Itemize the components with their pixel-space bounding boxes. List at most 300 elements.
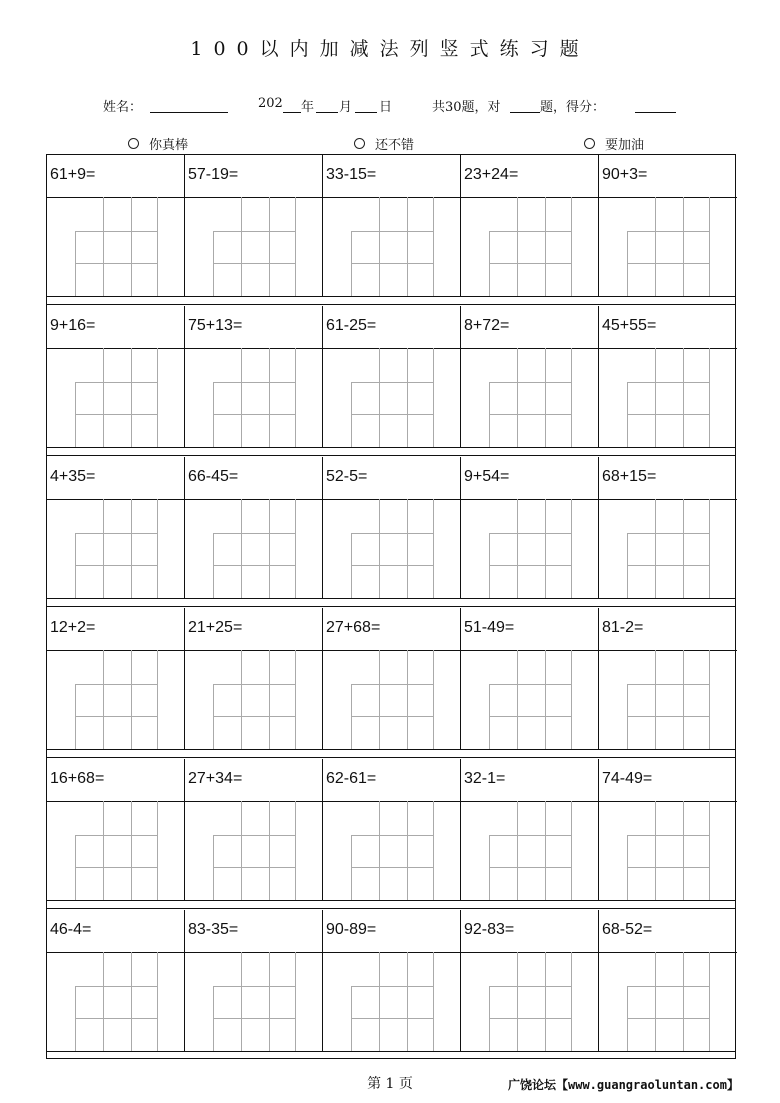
- grid-line: [379, 952, 380, 1051]
- grid-line: [655, 801, 656, 900]
- grid-line: [407, 801, 408, 900]
- score-label: 题，得分：: [540, 100, 606, 115]
- grid-line: [351, 986, 433, 987]
- block-divider: [47, 900, 735, 901]
- problem-underline: [47, 952, 185, 953]
- rating-option-3[interactable]: [584, 134, 644, 153]
- grid-line: [75, 684, 157, 685]
- problem-underline: [185, 801, 323, 802]
- grid-line: [709, 197, 710, 296]
- grid-line: [517, 197, 518, 296]
- grid-line: [379, 650, 380, 749]
- grid-line: [627, 414, 709, 415]
- grid-line: [627, 1018, 709, 1019]
- column-divider: [598, 910, 599, 1051]
- month-label: 月: [339, 100, 353, 115]
- grid-line: [213, 835, 295, 836]
- problem-text: 32-1=: [464, 770, 506, 787]
- grid-line: [517, 499, 518, 598]
- grid-line: [213, 382, 295, 383]
- grid-line: [75, 263, 157, 264]
- grid-line: [131, 650, 132, 749]
- problem-cell: [323, 910, 461, 1051]
- column-divider: [322, 759, 323, 900]
- grid-line: [433, 499, 434, 598]
- grid-line: [103, 952, 104, 1051]
- grid-line: [571, 197, 572, 296]
- grid-line: [269, 801, 270, 900]
- problem-cell: [461, 608, 599, 749]
- day-label: 日: [379, 100, 393, 115]
- rating-option-2[interactable]: [354, 134, 414, 153]
- problem-underline: [323, 348, 461, 349]
- grid-line: [213, 565, 295, 566]
- column-divider: [598, 457, 599, 598]
- grid-line: [709, 499, 710, 598]
- problem-text: 21+25=: [188, 619, 243, 636]
- column-divider: [598, 608, 599, 749]
- grid-line: [489, 565, 571, 566]
- problem-text: 92-83=: [464, 921, 515, 938]
- grid-line: [75, 533, 157, 534]
- problem-underline: [47, 801, 185, 802]
- grid-line: [571, 650, 572, 749]
- grid-line: [489, 231, 571, 232]
- radio-circle-icon[interactable]: [354, 138, 365, 149]
- grid-line: [131, 499, 132, 598]
- grid-line: [241, 650, 242, 749]
- grid-line: [545, 650, 546, 749]
- site-watermark: 广饶论坛【www.guangraoluntan.com】: [508, 1078, 739, 1092]
- problem-text: 81-2=: [602, 619, 644, 636]
- grid-line: [709, 801, 710, 900]
- column-divider: [598, 155, 599, 296]
- problem-cell: [599, 910, 737, 1051]
- problem-cell: [461, 910, 599, 1051]
- grid-line: [655, 348, 656, 447]
- grid-line: [571, 499, 572, 598]
- grid-line: [489, 263, 571, 264]
- grid-line: [627, 565, 709, 566]
- column-divider: [460, 608, 461, 749]
- grid-line: [489, 716, 571, 717]
- problem-cell: [47, 608, 185, 749]
- block-divider: [47, 447, 735, 448]
- problem-text: 61-25=: [326, 317, 377, 334]
- grid-line: [351, 231, 433, 232]
- column-divider: [598, 306, 599, 447]
- problem-underline: [599, 348, 737, 349]
- grid-line: [709, 348, 710, 447]
- grid-line: [407, 650, 408, 749]
- grid-line: [517, 348, 518, 447]
- grid-line: [213, 263, 295, 264]
- grid-line: [213, 1018, 295, 1019]
- total-label: 共30题，对: [432, 100, 501, 115]
- grid-line: [517, 650, 518, 749]
- year-prefix: 202: [258, 96, 283, 111]
- problem-underline: [599, 952, 737, 953]
- problem-cell: [461, 306, 599, 447]
- problem-text: 16+68=: [50, 770, 105, 787]
- grid-line: [241, 952, 242, 1051]
- grid-line: [103, 499, 104, 598]
- grid-line: [157, 348, 158, 447]
- grid-line: [351, 263, 433, 264]
- problem-underline: [599, 801, 737, 802]
- grid-line: [75, 1018, 157, 1019]
- grid-line: [627, 716, 709, 717]
- grid-line: [75, 565, 157, 566]
- grid-line: [103, 348, 104, 447]
- grid-line: [627, 867, 709, 868]
- problem-cell: [185, 608, 323, 749]
- grid-line: [379, 348, 380, 447]
- column-divider: [184, 608, 185, 749]
- grid-line: [407, 499, 408, 598]
- grid-line: [269, 348, 270, 447]
- column-divider: [322, 155, 323, 296]
- page-title: 100以内加减法列竖式练习题: [190, 38, 590, 60]
- grid-line: [627, 231, 709, 232]
- grid-line: [627, 835, 709, 836]
- problem-underline: [599, 197, 737, 198]
- grid-line: [213, 533, 295, 534]
- problem-underline: [323, 499, 461, 500]
- grid-line: [489, 835, 571, 836]
- grid-line: [213, 231, 295, 232]
- rating-option-1[interactable]: [128, 134, 188, 153]
- problem-underline: [461, 348, 599, 349]
- grid-line: [295, 650, 296, 749]
- grid-line: [545, 348, 546, 447]
- grid-line: [241, 197, 242, 296]
- grid-line: [131, 197, 132, 296]
- year-field[interactable]: [283, 112, 301, 113]
- problem-text: 4+35=: [50, 468, 96, 485]
- grid-line: [683, 348, 684, 447]
- grid-line: [379, 197, 380, 296]
- block-divider: [47, 304, 735, 305]
- problem-text: 27+34=: [188, 770, 243, 787]
- block-divider: [47, 296, 735, 297]
- problem-text: 61+9=: [50, 166, 96, 183]
- grid-line: [627, 382, 709, 383]
- problem-cell: [323, 759, 461, 900]
- grid-line: [545, 499, 546, 598]
- problem-underline: [461, 952, 599, 953]
- block-divider: [47, 1051, 735, 1052]
- grid-line: [295, 348, 296, 447]
- grid-line: [433, 650, 434, 749]
- grid-line: [489, 1018, 571, 1019]
- column-divider: [460, 306, 461, 447]
- problem-text: 8+72=: [464, 317, 510, 334]
- grid-line: [75, 414, 157, 415]
- problem-text: 90-89=: [326, 921, 377, 938]
- problem-underline: [47, 650, 185, 651]
- grid-line: [131, 801, 132, 900]
- problem-cell: [323, 457, 461, 598]
- grid-line: [351, 565, 433, 566]
- problem-cell: [47, 759, 185, 900]
- grid-line: [295, 499, 296, 598]
- problem-cell: [323, 306, 461, 447]
- problem-text: 83-35=: [188, 921, 239, 938]
- grid-line: [683, 499, 684, 598]
- problem-text: 62-61=: [326, 770, 377, 787]
- problem-cell: [599, 608, 737, 749]
- problem-text: 51-49=: [464, 619, 515, 636]
- name-label: 姓名：: [103, 100, 143, 115]
- grid-line: [627, 263, 709, 264]
- grid-line: [213, 867, 295, 868]
- problem-text: 68+15=: [602, 468, 657, 485]
- grid-line: [103, 801, 104, 900]
- block-divider: [47, 749, 735, 750]
- problem-text: 75+13=: [188, 317, 243, 334]
- grid-line: [157, 499, 158, 598]
- grid-line: [241, 348, 242, 447]
- grid-line: [351, 684, 433, 685]
- problem-cell: [47, 155, 185, 296]
- problem-underline: [323, 197, 461, 198]
- grid-line: [269, 952, 270, 1051]
- column-divider: [184, 155, 185, 296]
- problem-cell: [461, 155, 599, 296]
- grid-line: [433, 348, 434, 447]
- problem-cell: [47, 457, 185, 598]
- radio-circle-icon[interactable]: [584, 138, 595, 149]
- column-divider: [184, 910, 185, 1051]
- problem-cell: [323, 155, 461, 296]
- problem-text: 52-5=: [326, 468, 368, 485]
- grid-line: [213, 414, 295, 415]
- grid-line: [683, 197, 684, 296]
- grid-line: [571, 952, 572, 1051]
- column-divider: [460, 155, 461, 296]
- grid-line: [489, 533, 571, 534]
- grid-line: [241, 801, 242, 900]
- grid-line: [627, 533, 709, 534]
- problem-cell: [599, 457, 737, 598]
- problem-underline: [47, 348, 185, 349]
- year-label: 年: [301, 100, 315, 115]
- grid-line: [545, 801, 546, 900]
- grid-line: [75, 835, 157, 836]
- problem-cell: [599, 155, 737, 296]
- grid-line: [489, 414, 571, 415]
- problem-underline: [461, 650, 599, 651]
- problem-text: 57-19=: [188, 166, 239, 183]
- grid-line: [571, 348, 572, 447]
- rating-label: 你真棒: [149, 138, 189, 153]
- name-field[interactable]: [150, 112, 228, 113]
- grid-line: [213, 716, 295, 717]
- grid-line: [709, 650, 710, 749]
- grid-line: [213, 684, 295, 685]
- grid-line: [517, 801, 518, 900]
- grid-line: [351, 867, 433, 868]
- problem-text: 12+2=: [50, 619, 96, 636]
- problem-underline: [185, 650, 323, 651]
- page-number: 第 1 页: [367, 1076, 413, 1092]
- problem-underline: [185, 499, 323, 500]
- problem-cell: [185, 457, 323, 598]
- grid-line: [433, 197, 434, 296]
- grid-line: [269, 650, 270, 749]
- grid-line: [351, 414, 433, 415]
- column-divider: [184, 759, 185, 900]
- grid-line: [489, 382, 571, 383]
- problem-cell: [599, 306, 737, 447]
- grid-line: [545, 952, 546, 1051]
- problem-cell: [461, 759, 599, 900]
- grid-line: [655, 650, 656, 749]
- grid-line: [213, 986, 295, 987]
- grid-line: [407, 952, 408, 1051]
- problem-text: 90+3=: [602, 166, 648, 183]
- problem-underline: [323, 801, 461, 802]
- grid-line: [407, 197, 408, 296]
- month-field[interactable]: [316, 112, 338, 113]
- grid-line: [489, 867, 571, 868]
- problem-text: 27+68=: [326, 619, 381, 636]
- grid-line: [433, 952, 434, 1051]
- grid-line: [131, 348, 132, 447]
- problem-cell: [185, 759, 323, 900]
- problem-underline: [461, 801, 599, 802]
- problem-text: 74-49=: [602, 770, 653, 787]
- rating-label: 还不错: [375, 138, 415, 153]
- grid-line: [655, 197, 656, 296]
- grid-line: [351, 835, 433, 836]
- column-divider: [322, 910, 323, 1051]
- grid-line: [157, 801, 158, 900]
- problem-underline: [185, 952, 323, 953]
- problem-cell: [47, 910, 185, 1051]
- column-divider: [460, 910, 461, 1051]
- correct-count-field[interactable]: [510, 112, 540, 113]
- grid-line: [157, 952, 158, 1051]
- column-divider: [322, 608, 323, 749]
- grid-line: [269, 197, 270, 296]
- grid-line: [131, 952, 132, 1051]
- column-divider: [460, 759, 461, 900]
- grid-line: [379, 801, 380, 900]
- block-divider: [47, 757, 735, 758]
- problem-cell: [185, 910, 323, 1051]
- grid-line: [517, 952, 518, 1051]
- problem-text: 68-52=: [602, 921, 653, 938]
- problem-text: 33-15=: [326, 166, 377, 183]
- problem-underline: [185, 197, 323, 198]
- grid-line: [75, 867, 157, 868]
- grid-line: [103, 197, 104, 296]
- column-divider: [184, 457, 185, 598]
- block-divider: [47, 908, 735, 909]
- grid-line: [351, 382, 433, 383]
- grid-line: [351, 716, 433, 717]
- problem-cell: [185, 155, 323, 296]
- grid-line: [545, 197, 546, 296]
- problem-underline: [461, 197, 599, 198]
- column-divider: [322, 457, 323, 598]
- problem-underline: [323, 952, 461, 953]
- problem-underline: [47, 499, 185, 500]
- column-divider: [322, 306, 323, 447]
- grid-line: [295, 952, 296, 1051]
- grid-line: [157, 650, 158, 749]
- problem-text: 9+54=: [464, 468, 510, 485]
- problem-cell: [323, 608, 461, 749]
- rating-label: 要加油: [605, 138, 645, 153]
- grid-line: [627, 986, 709, 987]
- problem-underline: [185, 348, 323, 349]
- score-field[interactable]: [635, 112, 676, 113]
- block-divider: [47, 598, 735, 599]
- student-info-line: [0, 96, 780, 116]
- problem-text: 23+24=: [464, 166, 519, 183]
- problem-text: 9+16=: [50, 317, 96, 334]
- grid-line: [295, 197, 296, 296]
- problem-text: 66-45=: [188, 468, 239, 485]
- problem-text: 45+55=: [602, 317, 657, 334]
- problem-underline: [323, 650, 461, 651]
- radio-circle-icon[interactable]: [128, 138, 139, 149]
- grid-line: [655, 499, 656, 598]
- grid-line: [103, 650, 104, 749]
- grid-line: [75, 716, 157, 717]
- problem-cell: [185, 306, 323, 447]
- grid-line: [157, 197, 158, 296]
- block-divider: [47, 455, 735, 456]
- grid-line: [683, 650, 684, 749]
- block-divider: [47, 606, 735, 607]
- grid-line: [489, 684, 571, 685]
- problem-underline: [47, 197, 185, 198]
- problem-underline: [599, 650, 737, 651]
- problem-cell: [599, 759, 737, 900]
- grid-line: [683, 952, 684, 1051]
- grid-line: [75, 231, 157, 232]
- column-divider: [460, 457, 461, 598]
- grid-line: [683, 801, 684, 900]
- grid-line: [655, 952, 656, 1051]
- grid-line: [571, 801, 572, 900]
- grid-line: [241, 499, 242, 598]
- problem-underline: [599, 499, 737, 500]
- grid-line: [379, 499, 380, 598]
- grid-line: [75, 382, 157, 383]
- grid-line: [407, 348, 408, 447]
- grid-line: [433, 801, 434, 900]
- problem-cell: [47, 306, 185, 447]
- day-field[interactable]: [355, 112, 377, 113]
- grid-line: [269, 499, 270, 598]
- column-divider: [598, 759, 599, 900]
- grid-line: [709, 952, 710, 1051]
- grid-line: [351, 533, 433, 534]
- grid-line: [75, 986, 157, 987]
- grid-line: [489, 986, 571, 987]
- grid-line: [351, 1018, 433, 1019]
- problem-underline: [461, 499, 599, 500]
- grid-line: [295, 801, 296, 900]
- exercise-grid: [46, 154, 736, 1059]
- column-divider: [184, 306, 185, 447]
- problem-cell: [461, 457, 599, 598]
